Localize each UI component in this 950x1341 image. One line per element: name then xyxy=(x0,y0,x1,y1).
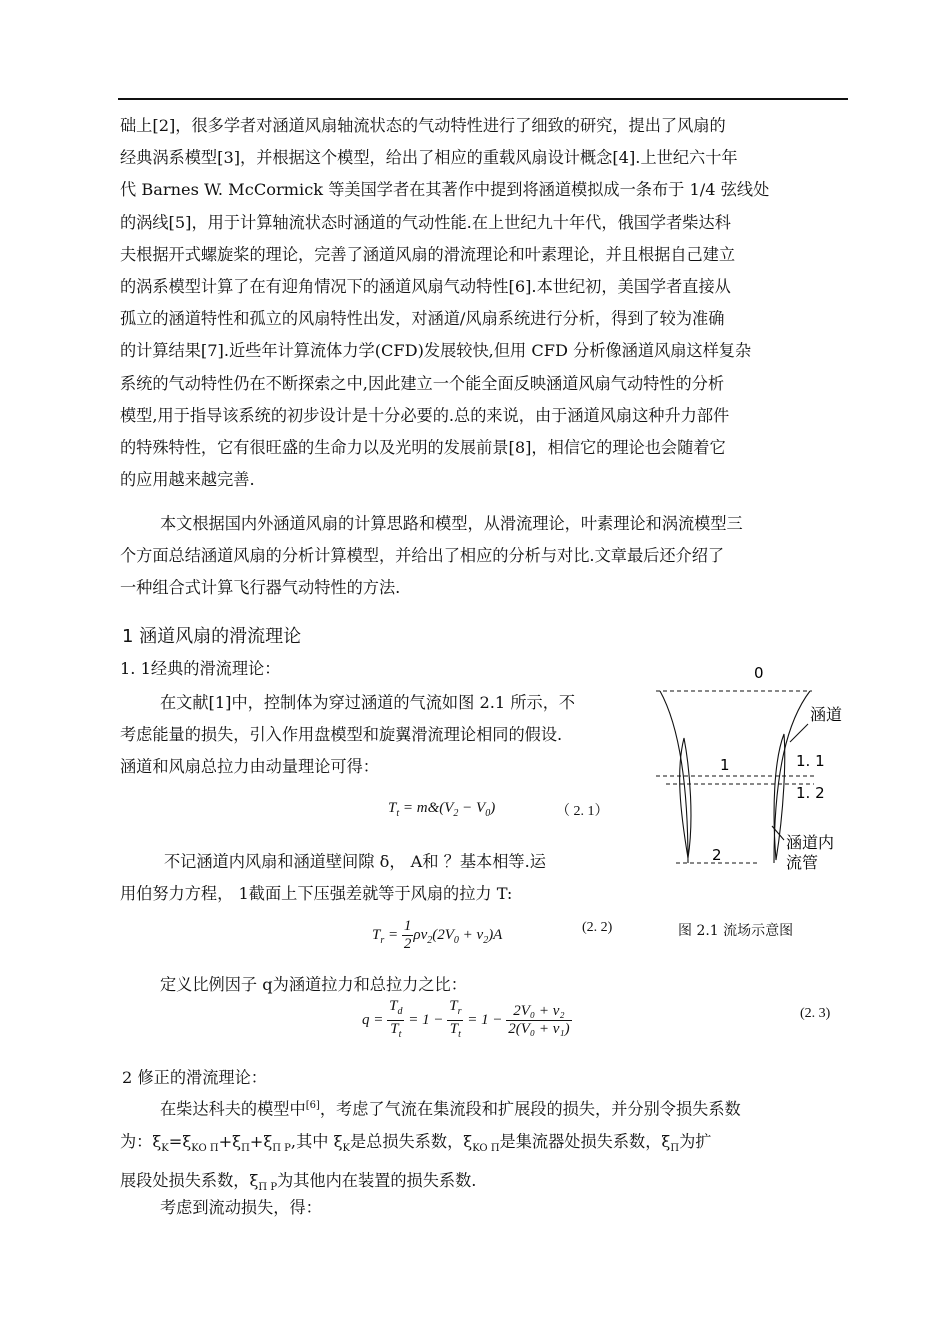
eq-subscript: 2 xyxy=(483,934,489,946)
eq-fraction xyxy=(402,918,414,953)
paragraph-7: 考虑到流动损失，得： xyxy=(160,1198,322,1217)
label-1: 1 xyxy=(720,756,730,774)
header-rule xyxy=(118,98,848,100)
text-line: 的计算结果[7].近些年计算流体力学(CFD)发展较快,但用 CFD 分析像涵道风扇这样复杂 xyxy=(120,341,752,361)
text-line: 不记涵道内风扇和涵道壁间隙 δ， A和 ？基本相等.运 xyxy=(164,852,546,871)
eq-numerator xyxy=(447,998,463,1021)
eq-denominator xyxy=(447,1021,463,1043)
text-line: 模型,用于指导该系统的初步设计是十分必要的.总的来说，由于涵道风扇这种升力部件 xyxy=(120,405,730,425)
eq-symbol: T xyxy=(449,998,458,1014)
left-streamtube xyxy=(660,691,688,863)
right-duct-wall xyxy=(774,734,785,860)
text-line xyxy=(120,1090,848,1126)
eq-symbol: T xyxy=(372,926,381,943)
label-2: 2 xyxy=(712,846,722,864)
streamtube-leader xyxy=(772,826,784,840)
text-line: 系统的气动特性仍在不断探索之中,因此建立一个能全面反映涵道风扇气动特性的分析 xyxy=(120,373,725,393)
equation-2-3 xyxy=(362,998,572,1043)
text-run: 是总损失系数，ξ xyxy=(350,1131,473,1151)
equation-2-1-number: （ 2. 1） xyxy=(556,804,609,819)
eq-subscript: r xyxy=(380,934,385,946)
equation-2-2 xyxy=(372,918,502,953)
eq-subscript: t xyxy=(396,808,400,819)
text-line: 经典涡系模型[3]，并根据这个模型，给出了相应的重载风扇设计概念[4].上世纪六十年 xyxy=(120,148,738,168)
eq-symbol: T xyxy=(449,1021,459,1037)
eq-symbol: − V xyxy=(458,800,486,816)
text-line: 在文献[1]中，控制体为穿过涵道的气流如图 2.1 所示，不 xyxy=(160,693,576,712)
text-line: 用伯努力方程， 1截面上下压强差就等于风扇的拉力 T: xyxy=(120,884,513,904)
text-run: 是集流器处损失系数，ξ xyxy=(499,1131,671,1151)
subscript: KO П xyxy=(472,1142,500,1154)
text-run: 为其他内在装置的损失系数. xyxy=(277,1171,477,1191)
eq-numerator: 1 xyxy=(403,918,412,934)
text-line: 一种组合式计算飞行器气动特性的方法. xyxy=(120,578,401,598)
text-line: 的涡线[5]，用于计算轴流状态时涵道的气动性能.在上世纪九十年代，俄国学者柴达科 xyxy=(120,212,731,232)
eq-symbol: T xyxy=(388,800,397,816)
eq-symbol: + v xyxy=(458,926,484,943)
paragraph-5: 定义比例因子 q为涵道拉力和总拉力之比： xyxy=(160,975,467,994)
label-1-1: 1. 1 xyxy=(796,752,825,770)
subsection-2-title: 2 修正的滑流理论： xyxy=(122,1068,267,1087)
equation-2-2-number: (2. 2) xyxy=(582,920,613,935)
eq-numerator: 2V₀ + v₂ xyxy=(506,1003,571,1021)
subscript: П xyxy=(241,1142,250,1154)
text-line: 的特殊特性，它有很旺盛的生命力以及光明的发展前景[8]，相信它的理论也会随着它 xyxy=(120,438,726,458)
text-line: 涵道和风扇总拉力由动量理论可得： xyxy=(120,757,379,777)
text-run: ，考虑了气流在集流段和扩展段的损失，并分别令损失系数 xyxy=(319,1099,741,1119)
eq-symbol: = 1 − xyxy=(467,1011,503,1028)
citation: [6] xyxy=(305,1100,320,1111)
eq-symbol: )A xyxy=(488,926,503,943)
text-run: 展段处损失系数，ξ xyxy=(120,1171,259,1191)
eq-symbol: ) xyxy=(490,800,496,816)
subsection-1-1-title: 1. 1经典的滑流理论： xyxy=(120,659,281,678)
text-line: 夫根据开式螺旋桨的理论，完善了涵道风扇的滑流理论和叶素理论，并且根据自己建立 xyxy=(120,244,736,264)
text-line: 的涡系模型计算了在有迎角情况下的涵道风扇气动特性[6].本世纪初，美国学者直接从 xyxy=(120,277,731,297)
eq-subscript: 2 xyxy=(453,808,459,819)
text-run: +ξ xyxy=(218,1131,242,1151)
text-line xyxy=(120,1126,848,1165)
text-line: 孤立的涵道特性和孤立的风扇特性出发，对涵道/风扇系统进行分析，得到了较为准确 xyxy=(120,309,725,329)
eq-subscript: t xyxy=(458,1029,461,1040)
paragraph-4 xyxy=(120,846,632,910)
eq-symbol: T xyxy=(389,998,398,1014)
eq-fraction xyxy=(506,1003,571,1038)
duct-leader xyxy=(790,724,808,742)
eq-symbol: (2V xyxy=(432,926,454,943)
label-inner-tube-2: 流管 xyxy=(786,853,819,872)
eq-symbol: ρv xyxy=(413,926,428,943)
paragraph-6 xyxy=(120,1090,848,1204)
equation-2-3-number: (2. 3) xyxy=(800,1006,831,1021)
subscript: K xyxy=(161,1142,169,1154)
eq-fraction xyxy=(387,998,404,1043)
subscript: П Р xyxy=(258,1182,278,1194)
eq-symbol: = m&(V xyxy=(402,800,454,816)
label-1-2: 1. 2 xyxy=(796,784,825,802)
text-line: 考虑能量的损失，引入作用盘模型和旋翼滑流理论相同的假设. xyxy=(120,725,563,745)
eq-denominator xyxy=(387,1021,404,1043)
text-line: 本文根据国内外涵道风扇的计算思路和模型，从滑流理论，叶素理论和涡流模型三 xyxy=(160,514,743,533)
text-line: 个方面总结涵道风扇的分析计算模型，并给出了相应的分析与对比.文章最后还介绍了 xyxy=(120,546,725,566)
label-0: 0 xyxy=(754,664,764,682)
eq-symbol: = 1 − xyxy=(408,1011,444,1028)
paragraph-2 xyxy=(120,508,848,605)
text-run: =ξ xyxy=(168,1131,192,1151)
text-line: 的应用越来越完善. xyxy=(120,470,255,490)
text-run: 在柴达科夫的模型中 xyxy=(160,1099,306,1119)
figure-caption: 图 2.1 流场示意图 xyxy=(678,923,794,939)
section-1-title: 1 涵道风扇的滑流理论 xyxy=(122,626,302,647)
eq-denominator: 2 xyxy=(403,936,412,952)
eq-symbol: T xyxy=(390,1021,399,1037)
text-run: 为扩 xyxy=(679,1131,712,1151)
text-line: 代 Barnes W. McCormick 等美国学者在其著作中提到将涵道模拟成一条布于 1/4 弦线处 xyxy=(120,180,770,200)
text-run: 为：ξ xyxy=(120,1131,162,1151)
paragraph-1 xyxy=(120,110,848,496)
eq-subscript: r xyxy=(457,1006,462,1017)
text-run: +ξ xyxy=(249,1131,273,1151)
subscript: П Р xyxy=(272,1142,291,1154)
paragraph-3 xyxy=(120,687,640,784)
flow-field-figure xyxy=(650,660,850,890)
subscript: KO П xyxy=(191,1142,219,1154)
text-line: 础上[2]，很多学者对涵道风扇轴流状态的气动特性进行了细致的研究，提出了风扇的 xyxy=(120,116,726,135)
subscript: П xyxy=(670,1142,680,1154)
eq-subscript: 0 xyxy=(485,808,491,819)
eq-subscript: t xyxy=(398,1029,402,1040)
eq-numerator xyxy=(387,998,404,1021)
eq-subscript: d xyxy=(397,1006,403,1017)
eq-fraction xyxy=(447,998,463,1043)
eq-symbol: = xyxy=(373,1011,384,1028)
label-duct: 涵道 xyxy=(810,705,843,724)
eq-symbol: q xyxy=(362,1011,370,1028)
eq-denominator: 2(V₀ + v₁) xyxy=(508,1021,570,1037)
eq-subscript: 2 xyxy=(427,934,433,946)
label-inner-tube-1: 涵道内 xyxy=(786,833,835,852)
text-run: ,其中 ξ xyxy=(290,1131,343,1151)
subscript: K xyxy=(342,1142,350,1154)
eq-subscript: 0 xyxy=(453,934,459,946)
equation-2-1 xyxy=(388,800,495,819)
eq-symbol: = xyxy=(388,926,399,943)
